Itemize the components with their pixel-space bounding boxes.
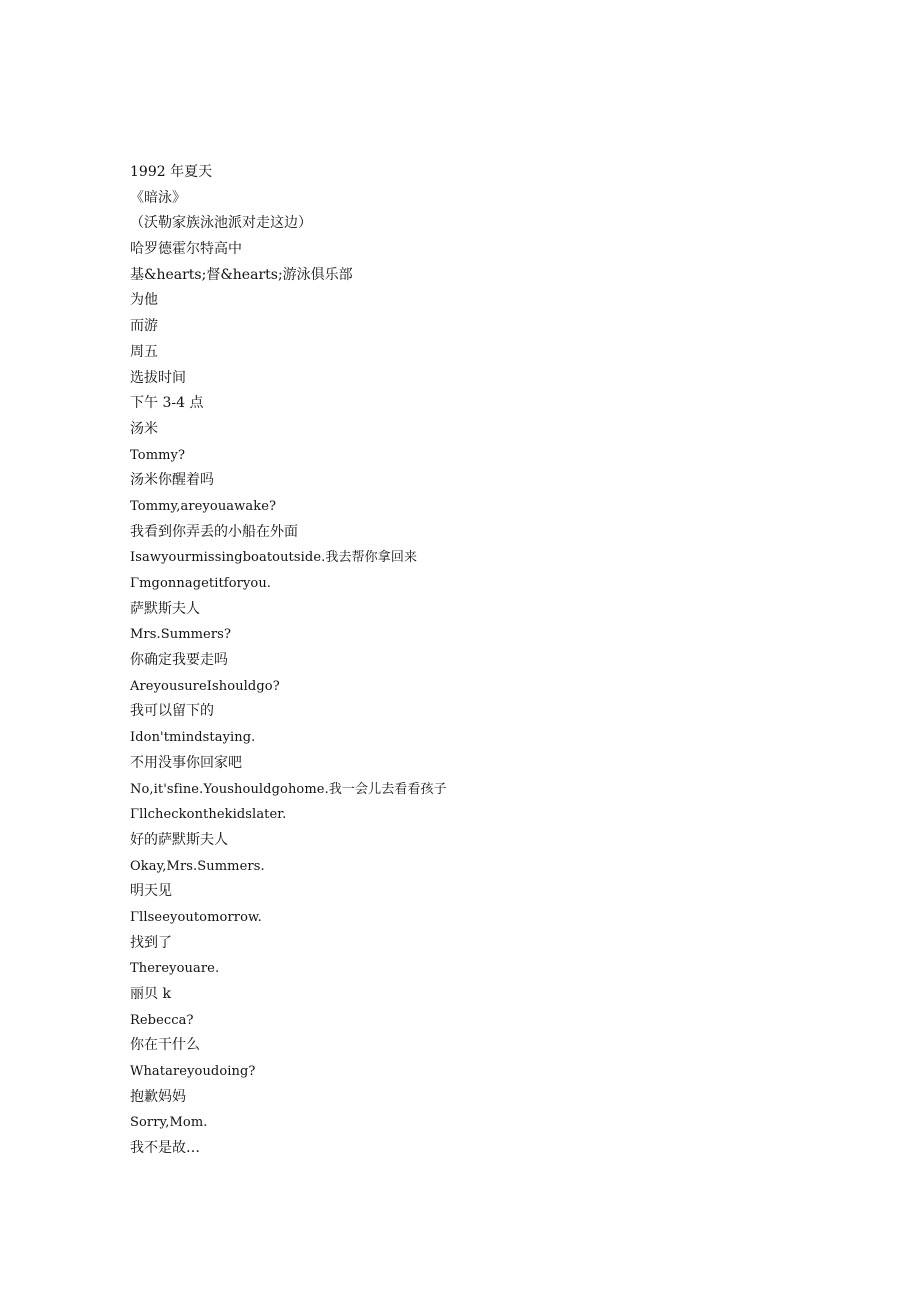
transcript-line: 《暗泳》 — [130, 189, 186, 206]
transcript-line: 我可以留下的 — [130, 703, 214, 720]
transcript-line: Γmgonnagetitforyou. — [130, 576, 272, 591]
transcript-line: Thereyouare. — [130, 961, 220, 977]
transcript-line: Whatareyoudoing? — [130, 1064, 256, 1080]
transcript-line: 抱歉妈妈 — [130, 1088, 186, 1105]
transcript-line: 不用没事你回家吧 — [130, 754, 242, 771]
transcript-line: 我不是故… — [130, 1140, 200, 1157]
transcript-line: 萨默斯夫人 — [130, 600, 200, 617]
transcript-line: Γllseeyoutomorrow. — [130, 909, 262, 925]
transcript-line: 汤米你醒着吗 — [130, 472, 214, 489]
transcript-line: 你确定我要走吗 — [130, 652, 228, 669]
transcript-line: 基&hearts;督&hearts;游泳俱乐部 — [130, 266, 353, 283]
transcript-line: 1992 年夏天 — [130, 164, 213, 180]
transcript-line: 汤米 — [130, 420, 158, 437]
transcript-line: 好的萨默斯夫人 — [130, 831, 228, 848]
transcript-line: AreyousureIshouldgo? — [130, 678, 280, 694]
transcript-line: 选拔时间 — [130, 369, 186, 386]
transcript-line: 我看到你弄丢的小船在外面 — [130, 523, 298, 540]
transcript-line: Rebecca? — [130, 1012, 194, 1028]
transcript-line: Tommy? — [130, 447, 186, 463]
transcript-line: 你在干什么 — [130, 1037, 200, 1054]
transcript-line: 丽贝 k — [130, 986, 171, 1002]
transcript-line: Mrs.Summers? — [130, 627, 232, 643]
transcript-line: Isawyourmissingboatoutside.我去帮你拿回来 — [130, 550, 418, 566]
transcript-line: Γllcheckonthekidslater. — [130, 807, 287, 823]
transcript-line: No,it'sfine.Youshouldgohome.我一会儿去看看孩子 — [130, 781, 447, 797]
transcript-lines — [130, 160, 830, 1162]
transcript-line: Tommy,areyouawake? — [130, 498, 277, 514]
transcript-line: 为他 — [130, 292, 158, 309]
transcript-line: Idon'tmindstaying. — [130, 730, 256, 746]
transcript-line: 而游 — [130, 318, 158, 335]
transcript-line: Okay,Mrs.Summers. — [130, 858, 265, 874]
transcript-line: 周五 — [130, 343, 158, 360]
transcript-line: Sorry,Mom. — [130, 1115, 208, 1131]
transcript-line: 下午 3-4 点 — [130, 395, 204, 412]
transcript-line: 哈罗德霍尔特高中 — [130, 241, 242, 258]
transcript-line: 明天见 — [130, 883, 172, 900]
transcript-line: 找到了 — [130, 934, 172, 951]
transcript-line: （沃勒家族泳池派对走这边） — [130, 215, 312, 232]
